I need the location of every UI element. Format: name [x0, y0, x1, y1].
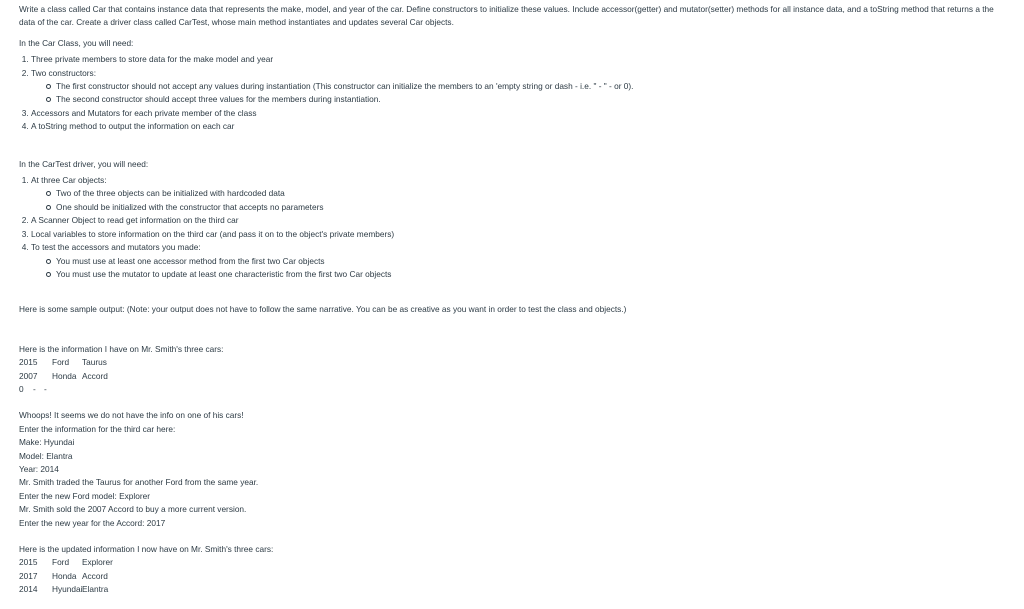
dialog-line: Model: Elantra [19, 450, 73, 461]
sample-output-note: Here is some sample output: (Note: your output does not have to follow the same narrative. You can be as creative as you want in order to test the class and objects.) [19, 304, 627, 315]
list-item: The second constructor should accept three values for the members during instantiation. [46, 93, 1014, 106]
car-class-requirements-list [19, 53, 1014, 133]
car-row: 2007 Honda Accord [19, 370, 108, 381]
car-row: 2015 Ford Taurus [19, 357, 107, 368]
car-row: 2015 Ford Explorer [19, 557, 113, 568]
assignment-document [19, 0, 1014, 597]
list-item: 4. To test the accessors and mutators you made: You must use at least one accessor method from the first two Car objects You must use the mutator to update at least one characteristic from the first two Car objects [31, 241, 1014, 281]
list-item: 4. A toString method to output the information on each car [31, 120, 1014, 133]
list-item: You must use at least one accessor method from the first two Car objects [46, 255, 1014, 268]
initial-car-list [19, 356, 1014, 396]
dialog-line: Enter the information for the third car here: [19, 423, 176, 434]
dialog-line: Enter the new Ford model: Explorer [19, 490, 150, 501]
list-item: You must use the mutator to update at least one characteristic from the first two Car objects [46, 268, 1014, 281]
constructors-sublist [31, 80, 1014, 107]
list-item: One should be initialized with the constructor that accepts no parameters [46, 201, 1014, 214]
car-row: 2014 HyundaiElantra [19, 584, 109, 595]
intro-paragraph: Write a class called Car that contains instance data that represents the make, model, and year of the car. Define constructors to initialize these values. Include accessor(getter) and mutator(setter) methods for all instance data, and a toString method that returns a the data of the car. Create a driver class called CarTest, whose main method instantiates and updates several Car objects. [19, 4, 994, 28]
list-item: Two of the three objects can be initialized with hardcoded data [46, 187, 1014, 200]
updated-info-header: Here is the updated information I now have on Mr. Smith's three cars: [19, 544, 274, 554]
dialog-line: Make: Hyundai [19, 437, 75, 448]
driver-requirements-list [19, 174, 1014, 281]
list-item: 1. At three Car objects: Two of the three objects can be initialized with hardcoded data One should be initialized with the constructor that accepts no parameters [31, 174, 1014, 214]
list-item: 2. Two constructors: The first constructor should not accept any values during instantiation (This constructor can initialize the members to an 'empty string or dash - i.e. " - " - or 0). The second constructor should accept three values for the members during instantiation. [31, 67, 1014, 107]
updated-car-list [19, 556, 1014, 596]
list-item: 2. A Scanner Object to read get information on the third car [31, 214, 1014, 227]
dialog-line: Mr. Smith traded the Taurus for another Ford from the same year. [19, 477, 259, 488]
initial-info-header: Here is the information I have on Mr. Smith's three cars: [19, 343, 224, 354]
list-item: 3. Local variables to store information on the third car (and pass it on to the object's private members) [31, 228, 1014, 241]
car-row: 2017 Honda Accord [19, 570, 108, 581]
list-item: The first constructor should not accept any values during instantiation (This constructor can initialize the members to an 'empty string or dash - i.e. " - " - or 0). [46, 80, 1014, 93]
car-class-heading: In the Car Class, you will need: [19, 37, 134, 48]
car-objects-sublist [31, 187, 1014, 214]
car-row: 0 - - [19, 383, 47, 394]
dialog-line: Mr. Smith sold the 2007 Accord to buy a more current version. [19, 504, 247, 515]
testing-sublist [31, 255, 1014, 282]
list-item: 1. Three private members to store data for the make model and year [31, 53, 1014, 66]
dialog-line: Whoops! It seems we do not have the info on one of his cars! [19, 410, 244, 421]
console-dialog [19, 409, 1014, 530]
list-item: 3. Accessors and Mutators for each private member of the class [31, 107, 1014, 120]
dialog-line: Year: 2014 [19, 463, 59, 474]
dialog-line: Enter the new year for the Accord: 2017 [19, 517, 166, 528]
driver-heading: In the CarTest driver, you will need: [19, 158, 149, 169]
